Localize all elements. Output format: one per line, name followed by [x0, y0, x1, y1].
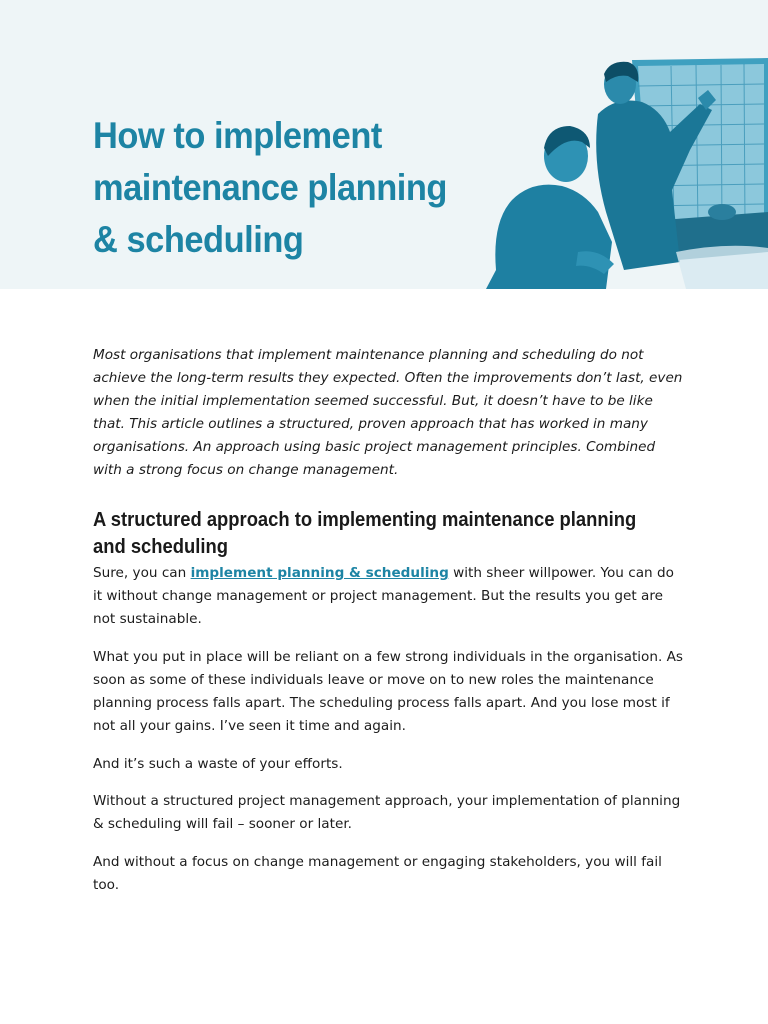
body-paragraph-2: What you put in place will be reliant on a few strong individuals in the organisation. As soon as some of these individuals leave or move on to new roles the maintenance planning process falls apart. The scheduling process falls apart. And you lose most if not all your gains. I’ve seen it time and again. [93, 649, 684, 734]
page-title [93, 110, 484, 266]
body-paragraph-1 [93, 562, 683, 631]
title-line-1: How to implement [93, 115, 382, 156]
body-paragraph-4: Without a structured project management approach, your implementation of planning & scheduling will fail – sooner or later. [93, 793, 681, 832]
paragraph-1-lead: Sure, you can [93, 565, 191, 581]
planning-scheduling-link[interactable]: implement planning & scheduling [190, 565, 449, 581]
hero-photo [486, 52, 768, 289]
body-paragraph-5: And without a focus on change management or engaging stakeholders, you will fail too. [93, 854, 662, 893]
section-heading: A structured approach to implementing maintenance planning and scheduling [93, 509, 637, 558]
seated-technician [486, 126, 614, 289]
hero-banner [0, 0, 768, 289]
title-line-2: maintenance planning [93, 167, 447, 208]
intro-paragraph: Most organisations that implement maintenance planning and scheduling do not achieve the long-term results they expected. Often the improvements don’t last, even when the initial implementation seemed successful. But, it doesn’t have to be like that. This article outlines a structured, proven approach that has worked in many organisations. An approach using basic project management principles. Combined with a strong focus on change management. [93, 347, 683, 478]
title-line-3: & scheduling [93, 219, 304, 260]
paragraph-1-rest: with sheer willpower. You can do it without change management or project management. But the results you get are not sustainable. [93, 565, 674, 627]
body-paragraph-3: And it’s such a waste of your efforts. [93, 756, 343, 772]
